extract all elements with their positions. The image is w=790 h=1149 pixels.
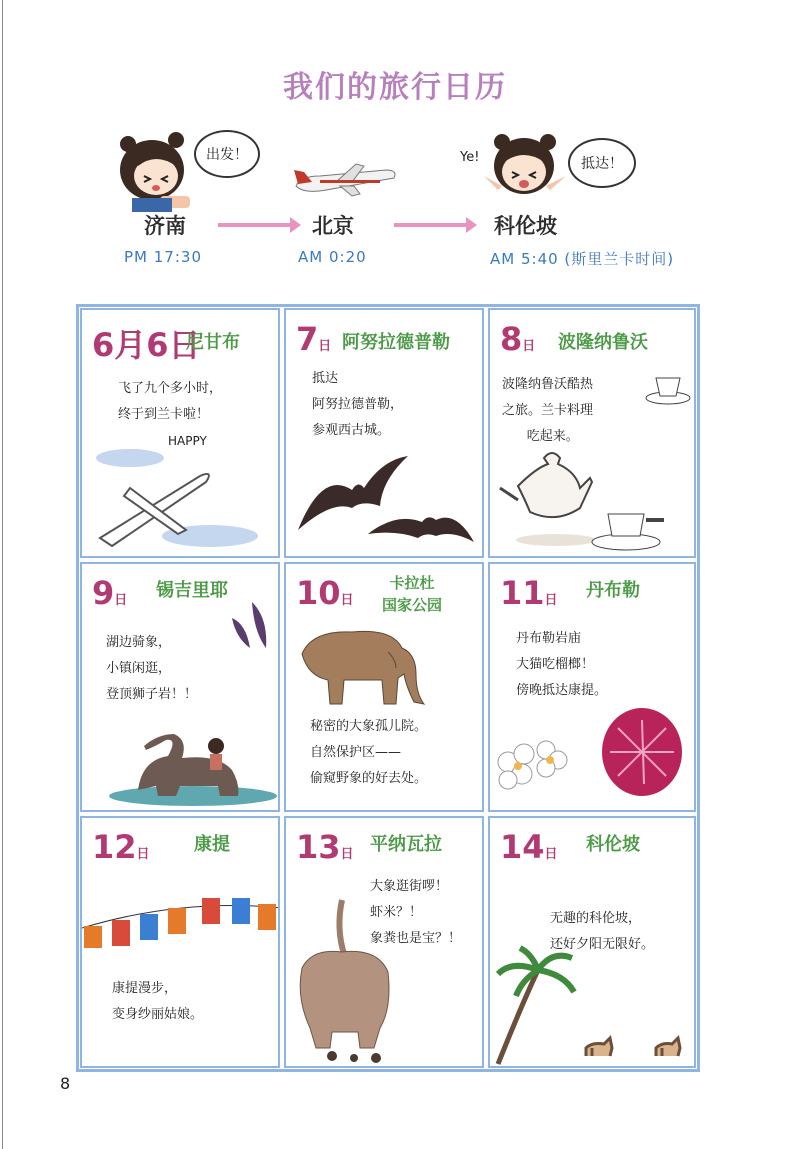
time-jinan: PM 17:30 [124, 248, 202, 266]
page-title: 我们的旅行日历 [283, 70, 507, 105]
airplane-icon [290, 158, 400, 198]
lake-elephant-illustration [108, 730, 278, 810]
day-date: 13日 [296, 828, 354, 866]
palm-dogs-illustration [492, 944, 692, 1066]
day-note: 丹布勒岩庙 大猫吃榴榔！ 傍晚抵达康提。 [516, 631, 608, 698]
girl-departing-illustration [110, 126, 200, 212]
day-place: 锡吉里耶 [156, 580, 228, 601]
elephant-back-illustration [292, 898, 402, 1064]
day-date: 14日 [500, 828, 558, 866]
day-date: 8日 [500, 320, 536, 358]
day-place: 波隆纳鲁沃 [558, 332, 648, 353]
day-note: 湖边骑象， 小镇闲逛， 登顶狮子岩！！ [106, 635, 198, 702]
day-date: 6月6日 [92, 326, 201, 364]
flowers-ruby-illustration [494, 702, 694, 802]
day-cell-11 [488, 562, 696, 812]
day-place: 平纳瓦拉 [370, 834, 442, 855]
day-note: 无趣的科伦坡， 还好夕阳无限好。 [550, 911, 655, 952]
day-note: 秘密的大象孤儿院。 自然保护区—— 偷窥野象的好去处。 [310, 719, 428, 786]
bats-illustration [292, 450, 482, 554]
route-arrow-icon [394, 223, 468, 227]
day-date: 10日 [296, 574, 354, 612]
day-place: 康提 [194, 834, 230, 855]
route-arrow-icon [218, 223, 292, 227]
page-number: 8 [60, 1074, 71, 1093]
day-cell-6 [80, 308, 280, 558]
day-cell-13 [284, 816, 484, 1068]
speech-bubble-depart: 出发！ [194, 130, 260, 178]
day-cell-8 [488, 308, 696, 558]
day-place: 阿努拉德普勒 [342, 332, 450, 353]
day-cell-9 [80, 562, 280, 812]
day-note: 波隆纳鲁沃酷热 之旅。兰卡料理 吃起来。 [502, 377, 594, 444]
day-place: 丹布勒 [586, 580, 640, 601]
day-note: 飞了九个多小时， 终于到兰卡啦！ [118, 381, 223, 422]
day-note: 抵达 阿努拉德普勒， 参观西古城。 [312, 371, 404, 438]
travel-route [0, 0, 790, 290]
teapot-cups-illustration [496, 368, 696, 558]
day-cell-10 [284, 562, 484, 812]
time-beijing: AM 0:20 [298, 248, 367, 266]
day-date: 11日 [500, 574, 558, 612]
day-cell-14 [488, 816, 696, 1068]
day-place: 尼甘布 [186, 332, 240, 353]
city-colombo: 科伦坡 [494, 214, 557, 238]
day-place: 科伦坡 [586, 834, 640, 855]
day-date: 12日 [92, 828, 150, 866]
day-note: 大象逛街啰！ 虾米？！ 象粪也是宝？！ [370, 879, 462, 946]
day-cell-12 [80, 816, 280, 1068]
city-jinan: 济南 [144, 214, 186, 238]
day-date: 9日 [92, 574, 128, 612]
leaves-illustration [228, 598, 278, 654]
yeh-exclamation: Ye! [460, 150, 480, 165]
time-colombo: AM 5:40 (斯里兰卡时间) [490, 250, 675, 268]
elephant-illustration [292, 624, 432, 710]
happy-text: HAPPY [168, 434, 207, 448]
city-beijing: 北京 [312, 214, 354, 238]
prayer-flags-illustration [82, 868, 280, 948]
speech-bubble-arrive: 抵达！ [568, 138, 636, 188]
day-date: 7日 [296, 320, 332, 358]
girl-arriving-illustration [478, 128, 574, 208]
plane-clouds-illustration [90, 442, 270, 552]
day-note: 康提漫步， 变身纱丽姑娘。 [112, 981, 204, 1022]
day-place: 卡拉杜 国家公园 [382, 574, 443, 614]
day-cell-7 [284, 308, 484, 558]
